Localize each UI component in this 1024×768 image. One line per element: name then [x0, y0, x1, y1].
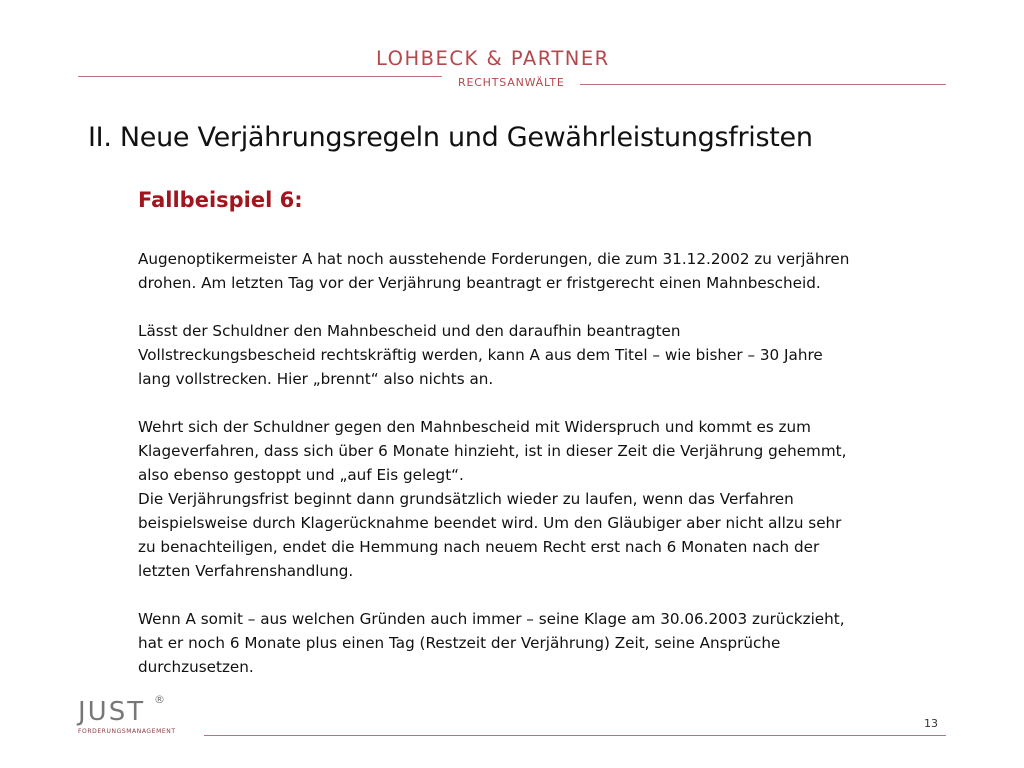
paragraph-1-line-1: Augenoptikermeister A hat noch ausstehende Forderungen, die zum 31.12.2002 zu verjähren: [138, 250, 850, 268]
paragraph-4-line-1: Wenn A somit – aus welchen Gründen auch immer – seine Klage am 30.06.2003 zurückzieht,: [138, 610, 845, 628]
logo-registered-mark: ®: [154, 693, 165, 706]
firm-subtitle: RECHTSANWÄLTE: [458, 76, 565, 89]
logo-word: JUSТ: [78, 697, 146, 727]
rule-bottom: [204, 735, 946, 736]
logo-subtitle: FORDERUNGSMANAGEMENT: [78, 728, 176, 735]
paragraph-2-line-1: Lässt der Schuldner den Mahnbescheid und den daraufhin beantragten: [138, 322, 681, 340]
paragraph-1-line-2: drohen. Am letzten Tag vor der Verjährung beantragt er fristgerecht einen Mahnbescheid.: [138, 274, 821, 292]
rule-top-right: [580, 84, 946, 85]
paragraph-4-line-3: durchzusetzen.: [138, 658, 254, 676]
paragraph-3-line-1: Wehrt sich der Schuldner gegen den Mahnbescheid mit Widerspruch und kommt es zum: [138, 418, 811, 436]
page-number: 13: [924, 717, 938, 730]
rule-top-left: [78, 76, 442, 77]
just-logo: [78, 693, 198, 737]
paragraph-4-line-2: hat er noch 6 Monate plus einen Tag (Restzeit der Verjährung) Zeit, seine Ansprüche: [138, 634, 781, 652]
slide-title: II. Neue Verjährungsregeln und Gewährleistungsfristen: [88, 122, 813, 153]
paragraph-2-line-3: lang vollstrecken. Hier „brennt“ also nichts an.: [138, 370, 494, 388]
paragraph-3-line-4: Die Verjährungsfrist beginnt dann grundsätzlich wieder zu laufen, wenn das Verfahren: [138, 490, 794, 508]
case-heading: Fallbeispiel 6:: [138, 188, 303, 212]
paragraph-3-line-5: beispielsweise durch Klagerücknahme beendet wird. Um den Gläubiger aber nicht allzu sehr: [138, 514, 842, 532]
paragraph-3-line-3: also ebenso gestoppt und „auf Eis gelegt“.: [138, 466, 464, 484]
paragraph-3-line-7: letzten Verfahrenshandlung.: [138, 562, 354, 580]
paragraph-3-line-6: zu benachteiligen, endet die Hemmung nach neuem Recht erst nach 6 Monaten nach der: [138, 538, 820, 556]
firm-name: LOHBECK & PARTNER: [376, 47, 610, 70]
paragraph-3-line-2: Klageverfahren, dass sich über 6 Monate hinzieht, ist in dieser Zeit die Verjährung gehemmt,: [138, 442, 847, 460]
case-body: [138, 247, 968, 679]
paragraph-2-line-2: Vollstreckungsbescheid rechtskräftig werden, kann A aus dem Titel – wie bisher – 30 Jahre: [138, 346, 823, 364]
